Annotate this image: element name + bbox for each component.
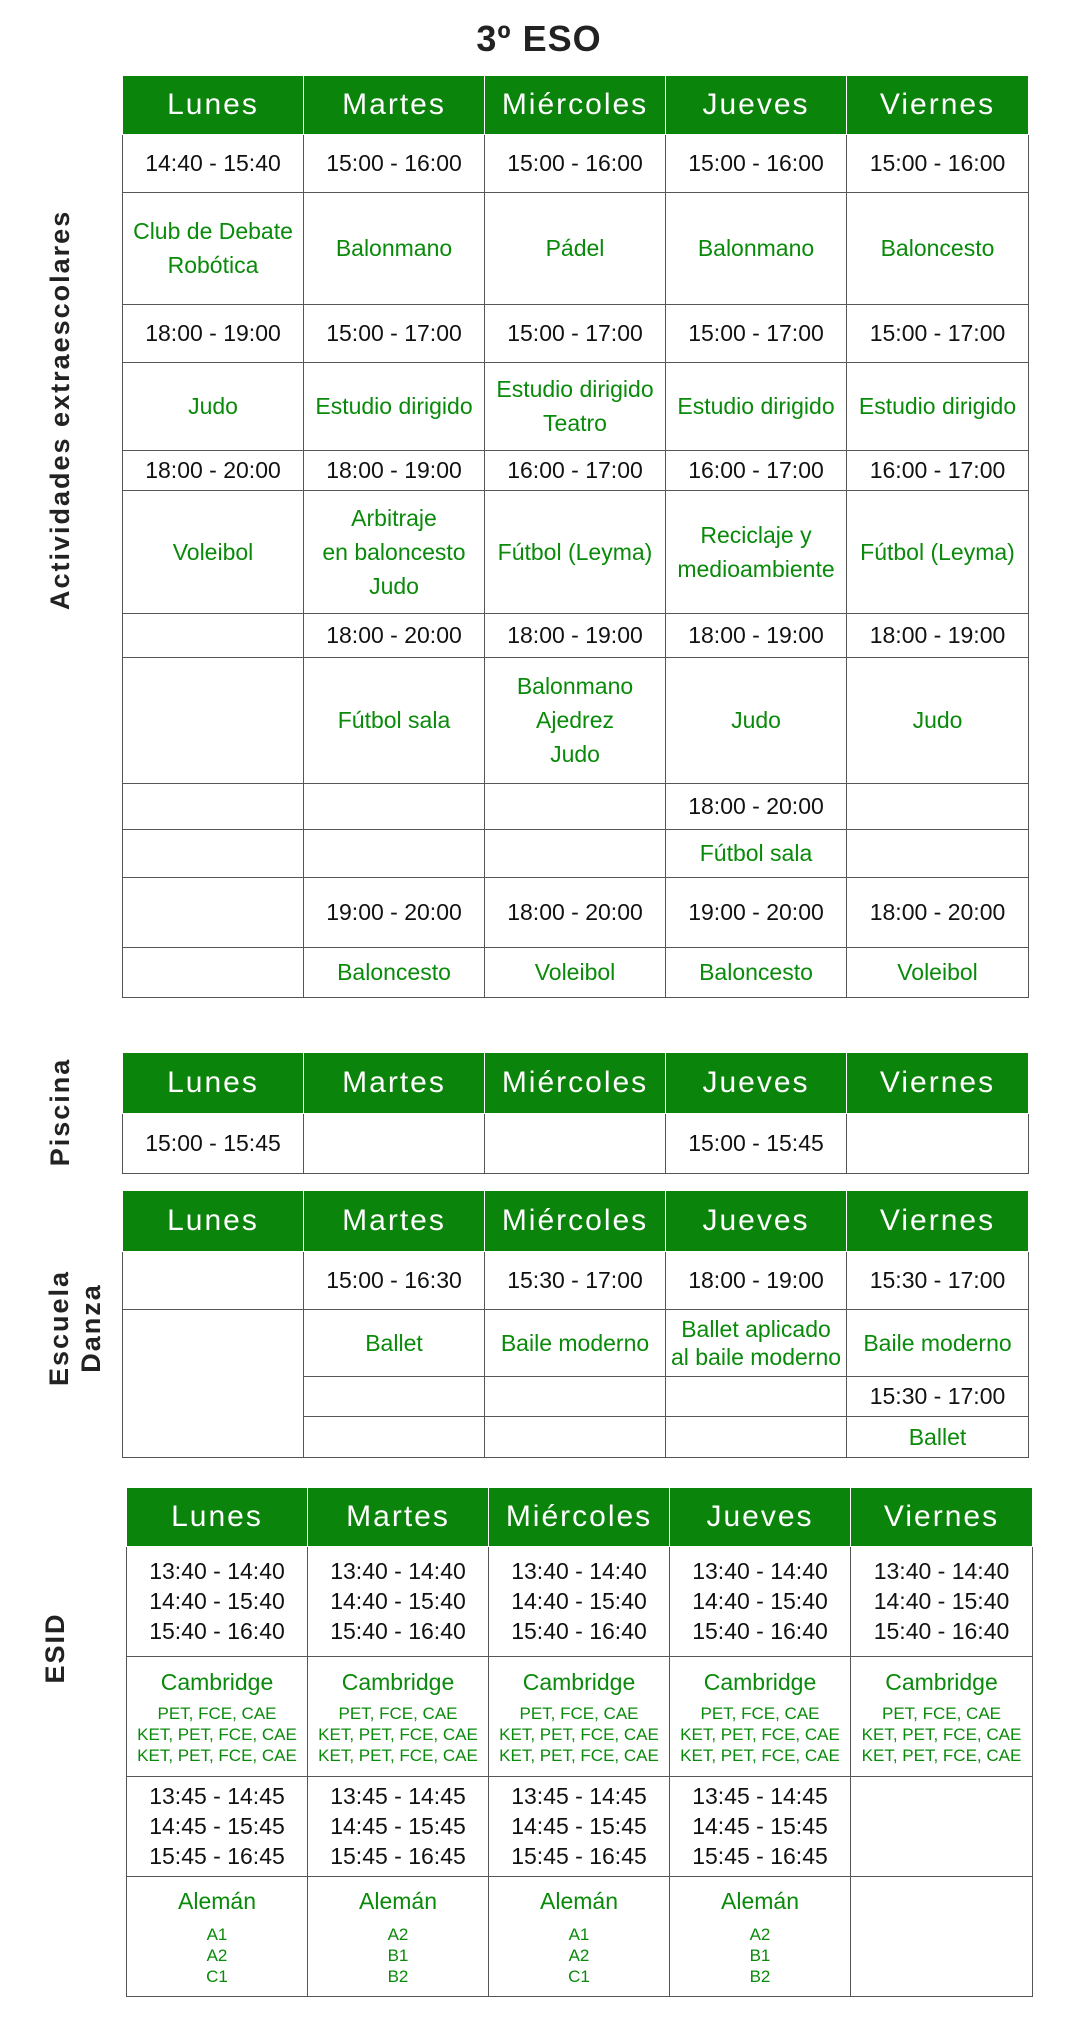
- time-cell: 18:00 - 20:00: [123, 450, 304, 490]
- course-levels: PET, FCE, CAE KET, PET, FCE, CAE KET, PET, FCE, CAE: [861, 1703, 1022, 1765]
- day-header: Martes: [304, 1191, 485, 1251]
- day-header: Viernes: [847, 76, 1029, 134]
- day-header: Viernes: [847, 1053, 1029, 1113]
- day-header: Jueves: [666, 1053, 847, 1113]
- empty-cell: [485, 1416, 666, 1457]
- day-header: Jueves: [666, 1191, 847, 1251]
- course-name: Cambridge: [160, 1668, 274, 1695]
- time-cell: 18:00 - 19:00: [304, 450, 485, 490]
- empty-cell: [851, 1776, 1033, 1876]
- activity-cell: Baloncesto: [304, 947, 485, 997]
- day-header: Lunes: [123, 76, 304, 134]
- course-name: Cambridge: [703, 1668, 817, 1695]
- activity-cell: Club de Debate Robótica: [123, 192, 304, 304]
- activity-cell: Balonmano Ajedrez Judo: [485, 657, 666, 783]
- day-header: Viernes: [847, 1191, 1029, 1251]
- activity-cell: [489, 1656, 670, 1776]
- activity-cell: [485, 829, 666, 877]
- header-row: [123, 76, 1029, 134]
- activity-row: [123, 192, 1029, 304]
- activity-cell: Baile moderno: [847, 1309, 1029, 1376]
- activity-cell: Baile moderno: [485, 1309, 666, 1376]
- activity-row: [123, 490, 1029, 613]
- section-label-extraescolares: Actividades extraescolares: [45, 209, 75, 610]
- day-header: Miércoles: [485, 1191, 666, 1251]
- table-extraescolares: [122, 76, 1029, 998]
- activity-cell: [308, 1876, 489, 1996]
- time-row: [127, 1776, 1033, 1876]
- day-header: Martes: [304, 1053, 485, 1113]
- activity-cell: Estudio dirigido Teatro: [485, 362, 666, 450]
- course-levels: PET, FCE, CAE KET, PET, FCE, CAE KET, PET, FCE, CAE: [137, 1703, 297, 1765]
- time-cell: 15:00 - 16:00: [304, 134, 485, 192]
- day-header: Martes: [304, 76, 485, 134]
- activity-cell: Judo: [666, 657, 847, 783]
- activity-cell: [304, 829, 485, 877]
- time-cell: [847, 783, 1029, 829]
- time-row: [123, 450, 1029, 490]
- empty-cell: [304, 1376, 485, 1416]
- time-cell: 15:00 - 16:00: [485, 134, 666, 192]
- activity-cell: Arbitraje en baloncesto Judo: [304, 490, 485, 613]
- activity-row: [123, 1309, 1029, 1376]
- time-cell: 16:00 - 17:00: [485, 450, 666, 490]
- activity-cell: [851, 1656, 1033, 1776]
- time-cell: [304, 783, 485, 829]
- activity-cell: Reciclaje y medioambiente: [666, 490, 847, 613]
- time-row: [127, 1546, 1033, 1656]
- activity-row: [123, 657, 1029, 783]
- course-levels: A1 A2 C1: [568, 1924, 590, 1986]
- time-cell: 16:00 - 17:00: [666, 450, 847, 490]
- day-header: Martes: [308, 1488, 489, 1546]
- time-cell: 18:00 - 19:00: [666, 613, 847, 657]
- activity-cell: Balonmano: [304, 192, 485, 304]
- course-levels: A1 A2 C1: [206, 1924, 228, 1986]
- course-name: Alemán: [178, 1887, 256, 1914]
- time-row: [123, 1113, 1029, 1173]
- course-levels: PET, FCE, CAE KET, PET, FCE, CAE KET, PET, FCE, CAE: [680, 1703, 840, 1765]
- table-esid: [126, 1488, 1033, 1997]
- course-name: Alemán: [540, 1887, 618, 1914]
- header-row: [127, 1488, 1033, 1546]
- time-row: [123, 877, 1029, 947]
- time-cell: [485, 1113, 666, 1173]
- empty-cell: [485, 1376, 666, 1416]
- time-cell: 18:00 - 20:00: [847, 877, 1029, 947]
- time-cell: 15:30 - 17:00: [847, 1376, 1029, 1416]
- day-header: Miércoles: [489, 1488, 670, 1546]
- activity-cell: Fútbol sala: [666, 829, 847, 877]
- time-cell: 13:40 - 14:40 14:40 - 15:40 15:40 - 16:40: [489, 1546, 670, 1656]
- activity-cell: Judo: [123, 362, 304, 450]
- time-cell: 15:00 - 17:00: [847, 304, 1029, 362]
- activity-cell: Estudio dirigido: [304, 362, 485, 450]
- time-cell: 15:00 - 15:45: [123, 1113, 304, 1173]
- day-header: Lunes: [123, 1053, 304, 1113]
- header-row: [123, 1053, 1029, 1113]
- time-cell: 16:00 - 17:00: [847, 450, 1029, 490]
- time-cell: 14:40 - 15:40: [123, 134, 304, 192]
- time-cell: 15:00 - 17:00: [485, 304, 666, 362]
- activity-cell: Fútbol (Leyma): [485, 490, 666, 613]
- section-label-esid: ESID: [40, 1612, 70, 1684]
- time-cell: 18:00 - 20:00: [485, 877, 666, 947]
- time-cell: [304, 1113, 485, 1173]
- time-cell: 15:00 - 16:00: [666, 134, 847, 192]
- time-cell: 13:40 - 14:40 14:40 - 15:40 15:40 - 16:40: [851, 1546, 1033, 1656]
- time-cell: 15:00 - 17:00: [304, 304, 485, 362]
- activity-cell: Baloncesto: [847, 192, 1029, 304]
- activity-row: [123, 829, 1029, 877]
- activity-cell: Balonmano: [666, 192, 847, 304]
- day-header: Lunes: [123, 1191, 304, 1251]
- empty-cell: [851, 1876, 1033, 1996]
- activity-row: [127, 1876, 1033, 1996]
- activity-cell: [308, 1656, 489, 1776]
- time-cell: 18:00 - 19:00: [485, 613, 666, 657]
- course-name: Cambridge: [522, 1668, 636, 1695]
- activity-row: [123, 947, 1029, 997]
- activity-cell: Ballet aplicado al baile moderno: [666, 1309, 847, 1376]
- time-cell: 18:00 - 20:00: [304, 613, 485, 657]
- time-cell: [123, 1251, 304, 1309]
- time-cell: 15:30 - 17:00: [485, 1251, 666, 1309]
- time-cell: [123, 613, 304, 657]
- activity-cell: [847, 829, 1029, 877]
- time-cell: [123, 783, 304, 829]
- course-levels: PET, FCE, CAE KET, PET, FCE, CAE KET, PET, FCE, CAE: [499, 1703, 659, 1765]
- time-cell: 13:45 - 14:45 14:45 - 15:45 15:45 - 16:45: [489, 1776, 670, 1876]
- empty-cell: [666, 1416, 847, 1457]
- activity-cell: Fútbol (Leyma): [847, 490, 1029, 613]
- activity-cell: Ballet: [304, 1309, 485, 1376]
- activity-cell: Estudio dirigido: [666, 362, 847, 450]
- activity-cell: [670, 1876, 851, 1996]
- course-levels: A2 B1 B2: [387, 1924, 409, 1986]
- time-cell: 13:40 - 14:40 14:40 - 15:40 15:40 - 16:40: [308, 1546, 489, 1656]
- activity-cell: Baloncesto: [666, 947, 847, 997]
- activity-cell: Voleibol: [123, 490, 304, 613]
- empty-cell: [304, 1416, 485, 1457]
- empty-cell: [123, 1309, 304, 1457]
- activity-cell: Pádel: [485, 192, 666, 304]
- time-cell: 15:00 - 17:00: [666, 304, 847, 362]
- day-header: Lunes: [127, 1488, 308, 1546]
- table-danza: [122, 1191, 1029, 1458]
- page-title: 3º ESO: [476, 18, 602, 59]
- time-cell: 13:45 - 14:45 14:45 - 15:45 15:45 - 16:45: [308, 1776, 489, 1876]
- activity-cell: [123, 829, 304, 877]
- time-cell: 19:00 - 20:00: [666, 877, 847, 947]
- time-cell: 18:00 - 20:00: [666, 783, 847, 829]
- day-header: Miércoles: [485, 1053, 666, 1113]
- time-cell: 15:00 - 15:45: [666, 1113, 847, 1173]
- time-cell: 15:00 - 16:30: [304, 1251, 485, 1309]
- section-label-piscina: Piscina: [45, 1057, 75, 1167]
- time-cell: 13:45 - 14:45 14:45 - 15:45 15:45 - 16:45: [127, 1776, 308, 1876]
- section-label-danza: Escuela Danza: [44, 1269, 106, 1387]
- header-row: [123, 1191, 1029, 1251]
- time-row: [123, 304, 1029, 362]
- activity-cell: [123, 657, 304, 783]
- course-name: Cambridge: [341, 1668, 455, 1695]
- course-name: Alemán: [359, 1887, 437, 1914]
- time-cell: 18:00 - 19:00: [666, 1251, 847, 1309]
- course-name: Cambridge: [885, 1668, 998, 1695]
- day-header: Viernes: [851, 1488, 1033, 1546]
- time-row: [123, 134, 1029, 192]
- time-cell: 13:40 - 14:40 14:40 - 15:40 15:40 - 16:40: [127, 1546, 308, 1656]
- time-cell: 19:00 - 20:00: [304, 877, 485, 947]
- day-header: Jueves: [670, 1488, 851, 1546]
- course-name: Alemán: [721, 1887, 799, 1914]
- time-cell: 15:30 - 17:00: [847, 1251, 1029, 1309]
- activity-cell: Judo: [847, 657, 1029, 783]
- time-cell: [123, 877, 304, 947]
- time-cell: 13:40 - 14:40 14:40 - 15:40 15:40 - 16:40: [670, 1546, 851, 1656]
- activity-cell: [489, 1876, 670, 1996]
- time-cell: 18:00 - 19:00: [123, 304, 304, 362]
- activity-row: [123, 362, 1029, 450]
- activity-cell: [670, 1656, 851, 1776]
- time-row: [123, 1251, 1029, 1309]
- activity-cell: Fútbol sala: [304, 657, 485, 783]
- course-levels: A2 B1 B2: [749, 1924, 771, 1986]
- day-header: Jueves: [666, 76, 847, 134]
- time-cell: [485, 783, 666, 829]
- activity-cell: Ballet: [847, 1416, 1029, 1457]
- empty-cell: [666, 1376, 847, 1416]
- activity-cell: Voleibol: [485, 947, 666, 997]
- activity-cell: [127, 1876, 308, 1996]
- activity-cell: [123, 947, 304, 997]
- table-piscina: [122, 1053, 1029, 1174]
- time-cell: 18:00 - 19:00: [847, 613, 1029, 657]
- time-row: [123, 613, 1029, 657]
- course-levels: PET, FCE, CAE KET, PET, FCE, CAE KET, PET, FCE, CAE: [318, 1703, 478, 1765]
- time-cell: 13:45 - 14:45 14:45 - 15:45 15:45 - 16:45: [670, 1776, 851, 1876]
- activity-cell: Estudio dirigido: [847, 362, 1029, 450]
- activity-row: [127, 1656, 1033, 1776]
- time-cell: 15:00 - 16:00: [847, 134, 1029, 192]
- activity-cell: [127, 1656, 308, 1776]
- activity-cell: Voleibol: [847, 947, 1029, 997]
- time-cell: [847, 1113, 1029, 1173]
- time-row: [123, 783, 1029, 829]
- day-header: Miércoles: [485, 76, 666, 134]
